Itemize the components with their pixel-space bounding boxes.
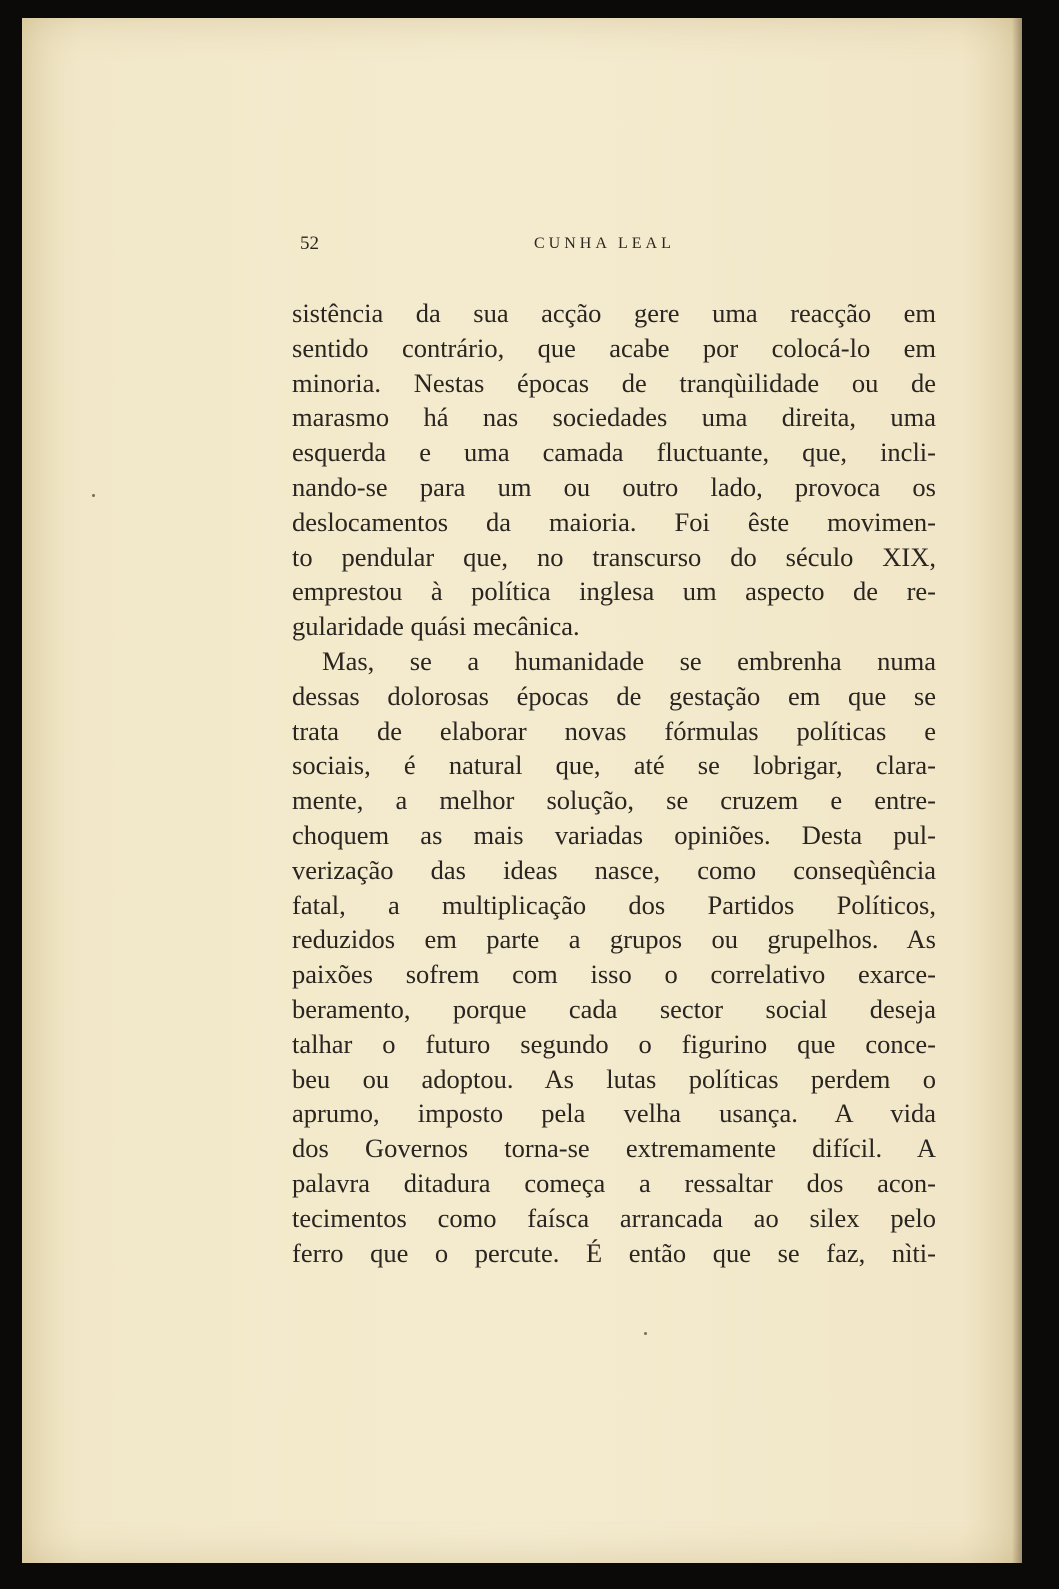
text-line: fatal, a multiplicação dos Partidos Políticos, <box>292 889 936 920</box>
text-line: sociais, é natural que, até se lobrigar, clara- <box>292 750 936 781</box>
text-line: to pendular que, no transcurso do século XIX, <box>292 541 936 572</box>
text-line: gularidade quási mecânica. <box>292 611 580 642</box>
text-line: ferro que o percute. É então que se faz, nìti- <box>292 1237 936 1268</box>
text-line: deslocamentos da maioria. Foi êste movimen- <box>292 506 936 537</box>
text-line: emprestou à política inglesa um aspecto de re- <box>292 576 936 607</box>
text-line: dessas dolorosas épocas de gestação em que se <box>292 680 936 711</box>
text-line: verização das ideas nasce, como conseqùência <box>292 854 936 885</box>
text-line: marasmo há nas sociedades uma direita, uma <box>292 402 936 433</box>
text-line: tecimentos como faísca arrancada ao silex pelo <box>292 1202 936 1233</box>
text-line: beramento, porque cada sector social deseja <box>292 993 936 1024</box>
text-line: minoria. Nestas épocas de tranqùilidade ou de <box>292 367 936 398</box>
text-line: reduzidos em parte a grupos ou grupelhos. As <box>292 924 936 955</box>
paper-speck <box>92 494 95 497</box>
text-line: dos Governos torna-se extremamente difícil. A <box>292 1133 936 1164</box>
page-header <box>300 233 936 263</box>
text-line: beu ou adoptou. As lutas políticas perdem o <box>292 1063 936 1094</box>
paper-speck <box>644 1332 647 1335</box>
text-line: palavra ditadura começa a ressaltar dos acon- <box>292 1167 936 1198</box>
text-line: talhar o futuro segundo o figurino que conce- <box>292 1028 936 1059</box>
paragraph-1 <box>292 296 936 644</box>
text-line: esquerda e uma camada fluctuante, que, incli- <box>292 437 936 468</box>
page-edge-shadow <box>1012 18 1022 1563</box>
text-line: mente, a melhor solução, se cruzem e entre- <box>292 785 936 816</box>
text-line: trata de elaborar novas fórmulas políticas e <box>292 715 936 746</box>
page-number: 52 <box>300 233 319 254</box>
text-line: choquem as mais variadas opiniões. Desta pul- <box>292 819 936 850</box>
paragraph-2 <box>292 644 936 1270</box>
text-line: paixões sofrem com isso o correlativo exarce- <box>292 959 936 990</box>
body-text <box>292 296 936 1270</box>
text-line: sentido contrário, que acabe por colocá-lo em <box>292 332 936 363</box>
text-line: Mas, se a humanidade se embrenha numa <box>322 645 936 676</box>
text-line: nando-se para um ou outro lado, provoca os <box>292 471 936 502</box>
text-line: aprumo, imposto pela velha usança. A vida <box>292 1098 936 1129</box>
running-head: CUNHA LEAL <box>534 235 675 252</box>
text-line: sistência da sua acção gere uma reacção em <box>292 298 936 328</box>
